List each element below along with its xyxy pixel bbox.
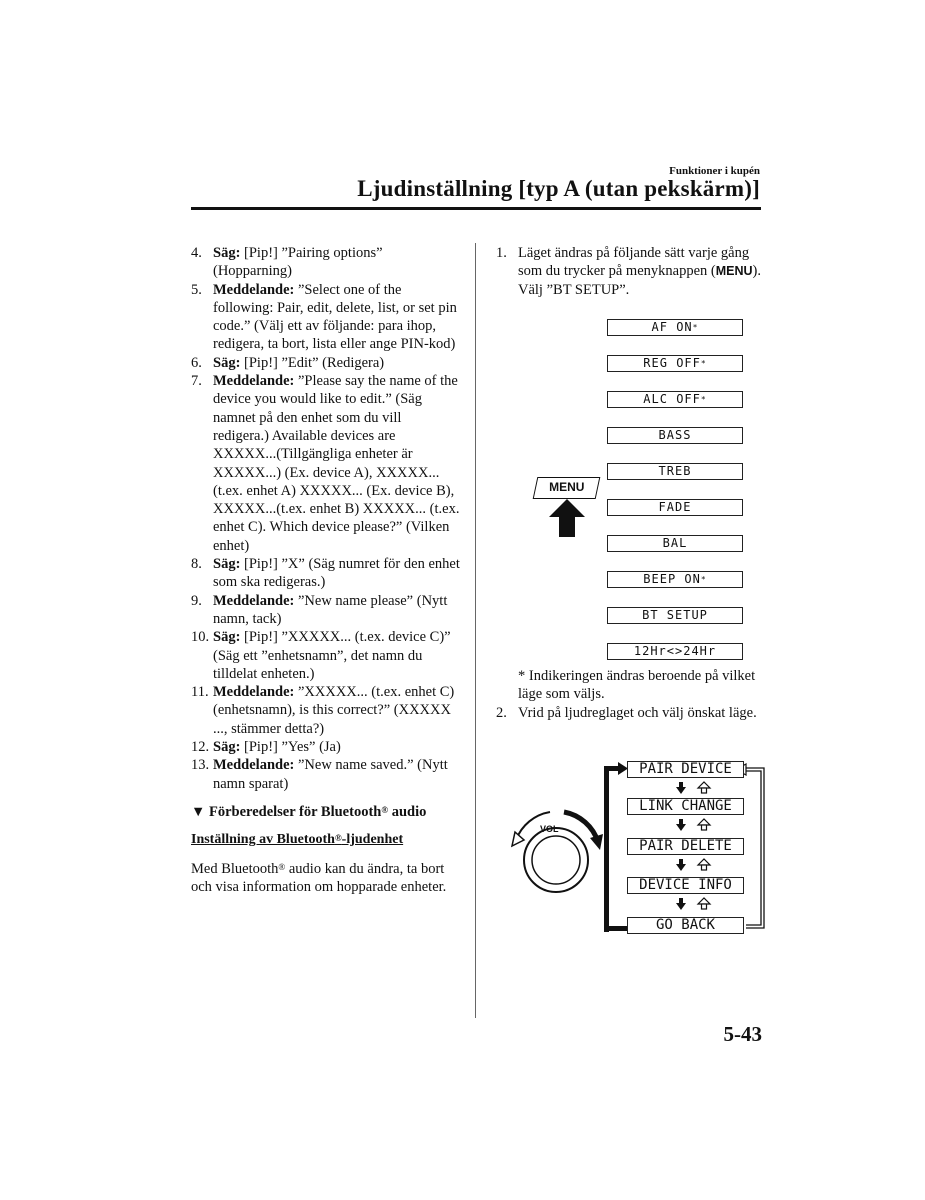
menu-mode-asterisk: *: [692, 323, 699, 332]
left-column: [191, 244, 461, 896]
menu-mode-label: AF ON: [651, 320, 693, 334]
step-keyword: Meddelande:: [213, 592, 295, 609]
menu-mode-item: [607, 643, 743, 660]
paragraph-suffix: audio kan du ändra, ta bort och visa information om hopparade enheter.: [191, 860, 447, 895]
step-text: ”XXXXX... (t.ex. enhet C) (enhetsnamn), is this correct?” (XXXXX ..., stämmer detta?): [213, 684, 455, 737]
step-number: 1.: [496, 245, 507, 261]
step-text-end: ). Välj ”BT SETUP”.: [518, 263, 761, 298]
menu-mode-label: BT SETUP: [642, 608, 708, 622]
step-text: ”New name saved.” (Nytt namn sparat): [213, 757, 448, 792]
registered-mark: ®: [381, 804, 389, 815]
step-item: [191, 281, 461, 354]
step-number: 7.: [191, 373, 202, 390]
step-item: [191, 738, 461, 756]
step-keyword: Säg:: [213, 354, 241, 371]
step-list: [191, 244, 461, 793]
step-keyword: Meddelande:: [213, 281, 295, 298]
step-number: 8.: [191, 556, 202, 573]
column-divider: [475, 243, 476, 1018]
up-arrow-icon: [547, 497, 587, 539]
step-keyword: Meddelande:: [213, 684, 295, 701]
step-number: 13.: [191, 757, 210, 774]
step-number: 6.: [191, 354, 202, 371]
sub-heading-text: Inställning av Bluetooth: [191, 832, 335, 848]
menu-mode-item: [607, 499, 743, 516]
scroll-arrows-icon: [676, 857, 716, 873]
step-text: ”Please say the name of the device you would like to edit.” (Säg namnet på den enhet som du vill redigera.) Available devices are XXXXX...(Tillgängliga enheter är XXXXX...) (Ex. device A), XXXXX... (t.ex. enhet A) XXXXX... (Ex. device B), XXXXX...(t.ex. enhet B) XXXXX... (t.ex. enhet C). Which device please?” (Vilken enhet): [213, 373, 460, 554]
step-keyword: Meddelande:: [213, 373, 295, 390]
step-number: 11.: [191, 684, 209, 701]
menu-mode-item: [607, 463, 743, 480]
section-label: Funktioner i kupén: [669, 165, 760, 177]
step-number: 4.: [191, 245, 202, 261]
footnote: [496, 667, 762, 704]
registered-mark: ®: [278, 861, 286, 872]
menu-mode-label: TREB: [658, 464, 692, 478]
paragraph-text: Med Bluetooth: [191, 860, 279, 877]
bt-setup-item: DEVICE INFO: [627, 877, 744, 894]
menu-mode-label: BEEP ON: [643, 572, 701, 586]
page-number: 5-43: [723, 1022, 762, 1046]
step-text: [Pip!] ”XXXXX... (t.ex. device C)” (Säg ett ”enhetsnamn”, det namn du tilldelat enheten.): [213, 629, 451, 682]
step-number: 2.: [496, 705, 507, 721]
bt-setup-item: PAIR DEVICE: [627, 761, 744, 778]
step-text: [Pip!] ”Edit” (Redigera): [240, 354, 385, 371]
menu-button: MENU: [533, 477, 601, 499]
scroll-arrows-icon: [676, 780, 716, 796]
menu-mode-label: FADE: [658, 500, 692, 514]
bt-setup-item: GO BACK: [627, 917, 744, 934]
section-heading-suffix: audio: [388, 803, 427, 820]
step-keyword: Säg:: [213, 739, 241, 756]
registered-mark: ®: [334, 833, 342, 844]
step-text: Läget ändras på följande sätt varje gång som du trycker på menyknappen (: [518, 245, 750, 280]
paragraph: [191, 860, 461, 897]
step-text: Vrid på ljudreglaget och välj önskat läge.: [518, 705, 757, 721]
step-text: [Pip!] ”Pairing options” (Hopparning): [213, 245, 383, 280]
step-keyword: Säg:: [213, 245, 241, 261]
menu-key-label: MENU: [715, 264, 753, 279]
step-text: [Pip!] ”Yes” (Ja): [240, 739, 341, 756]
scroll-arrows-icon: [676, 817, 716, 833]
scroll-arrows-icon: [676, 896, 716, 912]
footnote-text: * Indikeringen ändras beroende på vilket läge som väljs.: [518, 668, 756, 703]
menu-mode-label: 12Hr<>24Hr: [633, 644, 717, 658]
menu-mode-item: [607, 319, 743, 336]
title-rule: [191, 207, 761, 210]
menu-mode-asterisk: *: [700, 359, 707, 368]
step-text: ”Select one of the following: Pair, edit, delete, list, or set pin code.” (Välj ett av följande: para ihop, redigera, ta bort, lista eller ange PIN-kod): [213, 281, 457, 353]
step-number: 5.: [191, 281, 202, 298]
vol-label: VOL: [540, 824, 559, 834]
menu-mode-item: [607, 571, 743, 588]
step-item: [191, 592, 461, 629]
step-text: [Pip!] ”X” (Säg numret för den enhet som ska redigeras.): [213, 556, 460, 591]
step-item: [191, 354, 461, 372]
menu-mode-item: [607, 535, 743, 552]
step-item: [191, 555, 461, 592]
volume-knob-icon: [506, 800, 606, 900]
menu-mode-label: ALC OFF: [643, 392, 701, 406]
sub-heading: [191, 831, 461, 849]
menu-mode-item: [607, 355, 743, 372]
step-number: 12.: [191, 739, 210, 756]
bt-setup-item: LINK CHANGE: [627, 798, 744, 815]
step-number: 9.: [191, 592, 202, 609]
menu-mode-asterisk: *: [700, 395, 707, 404]
step-keyword: Säg:: [213, 629, 241, 646]
menu-mode-label: BAL: [662, 536, 688, 550]
step-item: [191, 628, 461, 683]
menu-mode-item: [607, 391, 743, 408]
right-step-1: [496, 244, 762, 299]
step-item: [191, 372, 461, 555]
sub-heading-suffix: -ljudenhet: [341, 832, 404, 848]
menu-mode-item: [607, 607, 743, 624]
step-keyword: Meddelande:: [213, 757, 295, 774]
menu-mode-asterisk: *: [700, 575, 707, 584]
step-text: ”New name please” (Nytt namn, tack): [213, 592, 448, 627]
step-item: [191, 683, 461, 738]
menu-mode-item: [607, 427, 743, 444]
step-item: [191, 756, 461, 793]
step-number: 10.: [191, 629, 210, 646]
section-heading-text: ▼ Förberedelser för Bluetooth: [191, 803, 382, 820]
right-step-2: [496, 704, 762, 722]
step-keyword: Säg:: [213, 556, 241, 573]
bt-setup-item: PAIR DELETE: [627, 838, 744, 855]
menu-mode-label: BASS: [658, 428, 692, 442]
page-title: Ljudinställning [typ A (utan pekskärm)]: [357, 176, 760, 201]
step-item: [191, 244, 461, 281]
section-heading: [191, 803, 461, 821]
menu-mode-label: REG OFF: [643, 356, 701, 370]
